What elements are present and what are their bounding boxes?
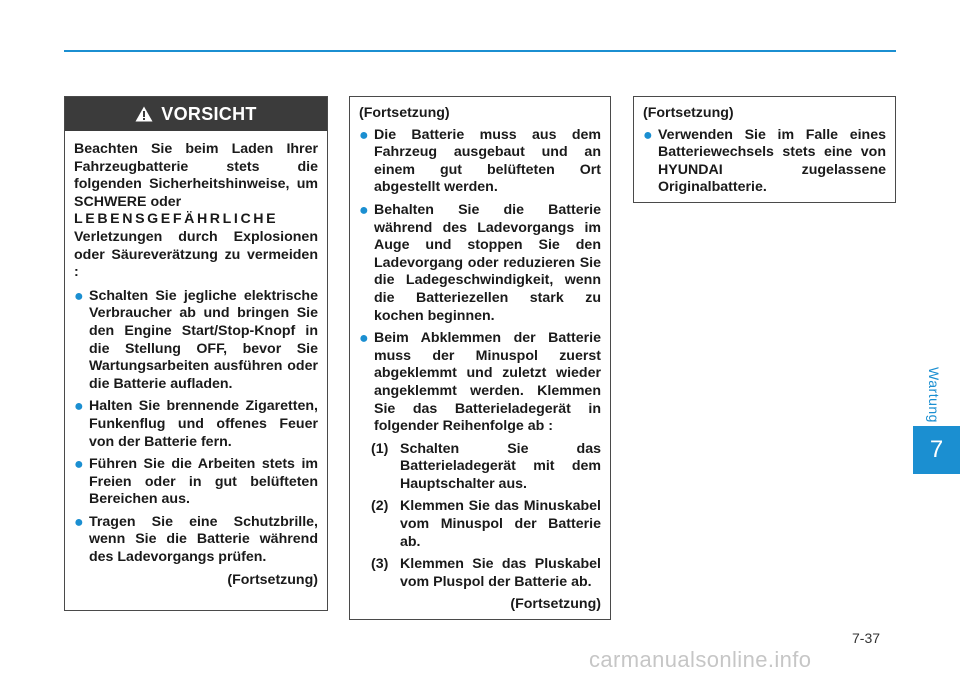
bullet-dot-icon: ● bbox=[74, 513, 84, 531]
step-number: (3) bbox=[371, 556, 389, 573]
top-rule bbox=[64, 50, 896, 52]
list-item-text: Schalten Sie jegliche elektrische Verbraucher ab und bringen Sie den Engine Start/Stop-Knopf in die Stellung OFF, bevor Sie Wartungsarbeiten ausführen oder die Batterie aufladen. bbox=[89, 287, 318, 392]
section-label bbox=[920, 365, 948, 425]
list-item-text: Beim Abklemmen der Batterie muss der Minuspol zuerst abgeklemmt und zuletzt wieder angeklemmt werden. Klemmen Sie das Batterieladegerät in folgender Reihenfolge ab : bbox=[374, 330, 601, 435]
list-item bbox=[643, 127, 886, 197]
list-item bbox=[74, 398, 318, 451]
step-number: (2) bbox=[371, 498, 389, 515]
step-item bbox=[359, 498, 601, 551]
warning-box bbox=[64, 96, 328, 611]
warning-intro-line-3: Verletzungen durch Explosionen oder Säureverätzung zu vermeiden : bbox=[74, 228, 318, 281]
list-item bbox=[359, 127, 601, 197]
warning-intro-line-1: Beachten Sie beim Laden Ihrer Fahrzeugbatterie stets die folgenden Sicherheitshinweise, um SCHWERE oder bbox=[74, 141, 318, 210]
warning-intro bbox=[74, 141, 318, 282]
warning-intro-line-2: LEBENSGEFÄHRLICHE bbox=[74, 211, 279, 228]
step-item bbox=[359, 441, 601, 494]
warning-title: VORSICHT bbox=[161, 103, 257, 124]
continued-box-2 bbox=[633, 96, 896, 203]
continuation-header: (Fortsetzung) bbox=[359, 105, 450, 121]
continuation-note: (Fortsetzung) bbox=[227, 571, 318, 588]
list-item-text: Die Batterie muss aus dem Fahrzeug ausgebaut und an einem gut belüfteten Ort abgestellt werden. bbox=[374, 126, 601, 196]
bullet-dot-icon: ● bbox=[74, 456, 84, 474]
list-item bbox=[359, 330, 601, 436]
continued-box-1 bbox=[349, 96, 611, 620]
list-item bbox=[74, 288, 318, 394]
step-text: Schalten Sie das Batterieladegerät mit dem Hauptschalter aus. bbox=[400, 440, 601, 492]
chapter-tab bbox=[913, 426, 960, 474]
list-item bbox=[74, 514, 318, 567]
list-item bbox=[359, 202, 601, 325]
page-number: 7-37 bbox=[852, 630, 881, 646]
list-item bbox=[74, 456, 318, 509]
step-item bbox=[359, 556, 601, 591]
list-item-text: Tragen Sie eine Schutzbrille, wenn Sie die Batterie während des Ladevorgangs prüfen. bbox=[89, 513, 318, 566]
bullet-dot-icon: ● bbox=[359, 201, 369, 219]
bullet-dot-icon: ● bbox=[643, 126, 653, 144]
warning-header bbox=[65, 97, 327, 131]
list-item-text: Führen Sie die Arbeiten stets im Freien oder in gut belüfteten Bereichen aus. bbox=[89, 456, 318, 508]
step-number: (1) bbox=[371, 440, 389, 457]
step-text: Klemmen Sie das Pluskabel vom Pluspol der Batterie ab. bbox=[400, 556, 601, 590]
chapter-number: 7 bbox=[929, 436, 944, 463]
bullet-dot-icon: ● bbox=[74, 287, 84, 305]
bullet-dot-icon: ● bbox=[74, 398, 84, 416]
bullet-dot-icon: ● bbox=[359, 126, 369, 144]
list-item-text: Halten Sie brennende Zigaretten, Funkenflug und offenes Feuer von der Batterie fern. bbox=[89, 398, 318, 450]
warning-triangle-icon bbox=[135, 106, 153, 122]
list-item-text: Verwenden Sie im Falle eines Batteriewechsels stets eine von HYUNDAI zugelassene Originalbatterie. bbox=[658, 126, 886, 196]
step-text: Klemmen Sie das Minuskabel vom Minuspol der Batterie ab. bbox=[400, 498, 601, 550]
list-item-text: Behalten Sie die Batterie während des Ladevorgangs im Auge und stoppen Sie den Ladevorgang oder reduzieren Sie die Ladegeschwindigkeit, wenn die Batteriezellen stark zu kochen beginnen. bbox=[374, 201, 601, 324]
watermark: carmanualsonline.info bbox=[589, 647, 812, 672]
section-label-text: Wartung bbox=[926, 367, 943, 423]
continuation-header: (Fortsetzung) bbox=[643, 105, 734, 121]
continuation-note: (Fortsetzung) bbox=[510, 596, 601, 613]
bullet-dot-icon: ● bbox=[359, 330, 369, 348]
